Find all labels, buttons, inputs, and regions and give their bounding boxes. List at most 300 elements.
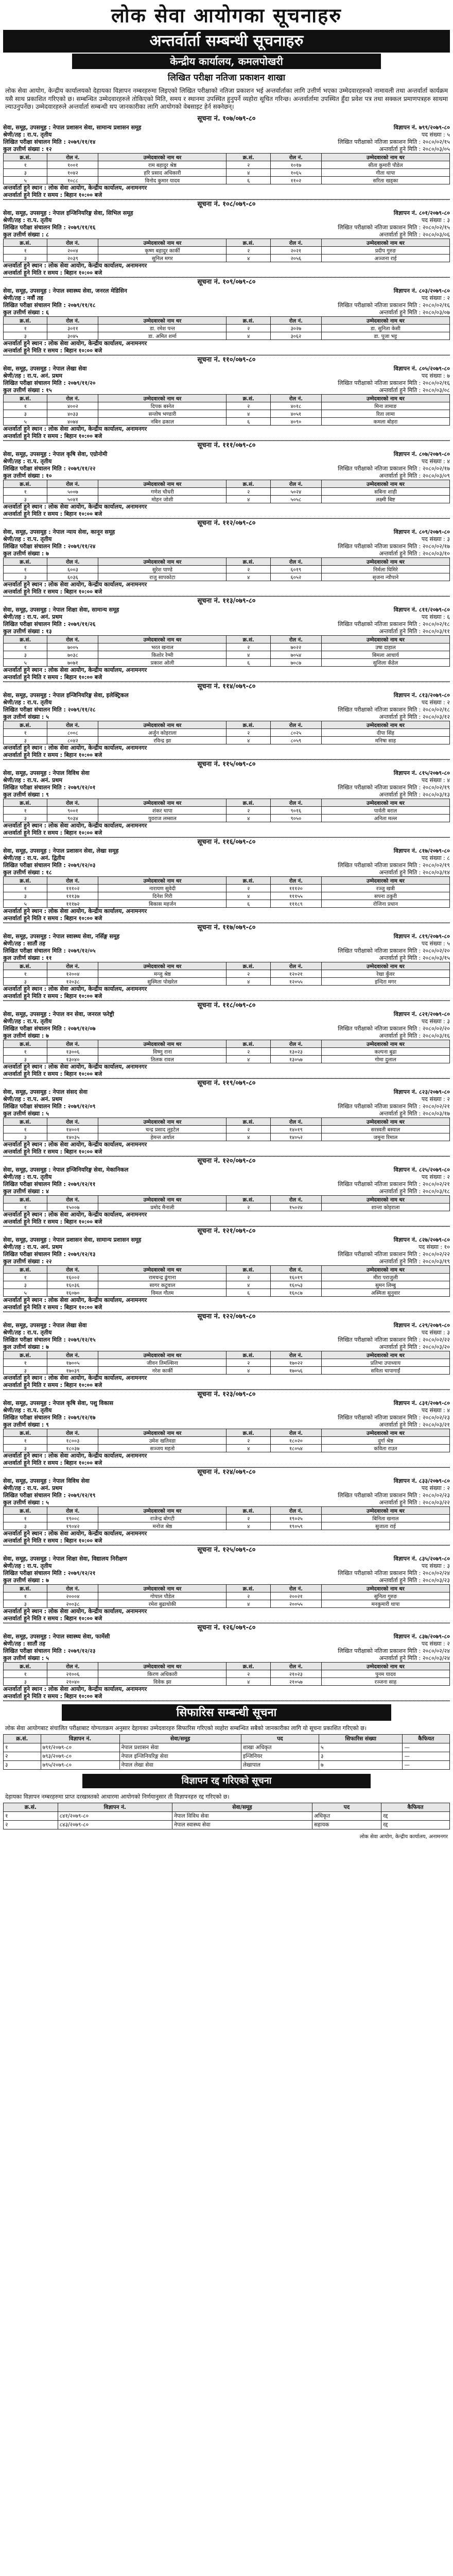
notice-block bbox=[3, 1001, 450, 1079]
table-cell: शंकर थापा bbox=[98, 806, 226, 814]
table-cell: हरि प्रसाद अधिकारी bbox=[98, 168, 226, 176]
pass-table bbox=[3, 876, 450, 908]
pass-table-header: रोल नं. bbox=[47, 1506, 98, 1514]
pass-table-header: रोल नं. bbox=[47, 876, 98, 884]
posts-value: ३ bbox=[447, 535, 450, 543]
info-left bbox=[3, 224, 96, 231]
table-row bbox=[4, 254, 450, 262]
info-row bbox=[3, 139, 450, 146]
pass-table-header: उम्मेदवारको नाम थर bbox=[98, 394, 226, 402]
result_date-label: लिखित परीक्षाको नतिजा प्रकाशन मिति : bbox=[338, 1647, 421, 1654]
interview-place bbox=[3, 822, 147, 829]
idate-value: २०८०/०३/०७ bbox=[422, 309, 450, 316]
pass-table bbox=[3, 1351, 450, 1375]
recommendation-intro: लोक सेवा आयोगबाट संचालित परीक्षाबाट योग्यताक्रम अनुसार देहायका उम्मेदवारहरु सिफारिस गरिएको व्यहोरा सम्बन्धित सबैको जानकारीका लागि यो सूचना प्रकाशित गरिएको छ। bbox=[5, 1724, 367, 1732]
info-left bbox=[3, 1655, 49, 1662]
notice-number-label: सूचना नं. bbox=[197, 1312, 220, 1320]
level-value: रा.प. अनं. प्रथम bbox=[27, 372, 62, 379]
pass-table bbox=[3, 394, 450, 426]
interview_date-label: अन्तर्वार्ता हुने मिति : bbox=[379, 1421, 421, 1428]
table-cell: नेपाल इन्जिनियरिङ्ग सेवा bbox=[119, 1752, 241, 1760]
info-right bbox=[338, 1025, 450, 1032]
ad-number bbox=[394, 209, 450, 217]
table-cell: १४०३५ bbox=[47, 1133, 98, 1141]
table-cell: १११८९ bbox=[270, 900, 321, 907]
result_date-label: लिखित परीक्षाको नतिजा प्रकाशन मिति : bbox=[338, 1025, 421, 1032]
table-cell: २०००४ bbox=[47, 1592, 98, 1600]
ad-line bbox=[3, 1236, 450, 1244]
pass-table-header: क्र.सं. bbox=[226, 239, 270, 246]
interview-place-label: अन्तर्वार्ता हुने स्थान : bbox=[3, 907, 47, 914]
exam_date-label: लिखित परीक्षा संचालन मिति : bbox=[3, 1180, 66, 1188]
ad-number bbox=[394, 1477, 450, 1485]
exam_date-label: लिखित परीक्षा संचालन मिति : bbox=[3, 301, 66, 309]
interview-place-row bbox=[3, 262, 450, 269]
notice-block bbox=[3, 760, 450, 838]
table-row bbox=[4, 892, 450, 900]
info-right bbox=[379, 1499, 450, 1506]
table-cell: सहायक bbox=[312, 1820, 381, 1829]
ad-number bbox=[394, 124, 450, 131]
table-cell: शाखा अधिकृत bbox=[241, 1743, 319, 1752]
table-row bbox=[4, 1133, 450, 1141]
info-right bbox=[338, 465, 450, 472]
service-value: नेपाल स्वास्थ्य सेवा, नर्सिङ्ग समूह bbox=[53, 933, 120, 940]
result-value: २०८०/०२/१६ bbox=[422, 379, 450, 386]
table-cell: ३ bbox=[4, 332, 47, 340]
ad-number bbox=[394, 847, 450, 855]
table-cell: १ bbox=[4, 1811, 58, 1820]
table-cell: सबिना शाही bbox=[321, 487, 449, 495]
pass-table-header: उम्मेदवारको नाम थर bbox=[98, 239, 226, 246]
info-right bbox=[379, 231, 450, 239]
result_date-label: लिखित परीक्षाको नतिजा प्रकाशन मिति : bbox=[338, 1492, 421, 1499]
pass-table-header: उम्मेदवारको नाम थर bbox=[321, 1429, 449, 1436]
info-right bbox=[338, 302, 450, 309]
table-cell: ५ bbox=[4, 658, 47, 666]
interview-schedule: अन्तर्वार्ता हुने मिति र समय : बिहान १०:०० बजे bbox=[3, 588, 450, 596]
total-value: ५ bbox=[46, 1110, 49, 1117]
interview-place-label: अन्तर्वार्ता हुने स्थान : bbox=[3, 262, 47, 269]
result-value: २०८०/०२/२३ bbox=[422, 1414, 450, 1421]
notice-number bbox=[3, 1001, 450, 1010]
level-label: श्रेणी/तह : bbox=[3, 1406, 25, 1414]
table-cell: सन्तोष भण्डारी bbox=[98, 410, 226, 417]
table-cell: नरेश कार्की bbox=[98, 1366, 226, 1374]
table-cell: ३०४५ bbox=[47, 332, 98, 340]
info-right bbox=[422, 1485, 450, 1492]
interview-place-label: अन्तर्वार्ता हुने स्थान : bbox=[3, 1211, 47, 1218]
table-cell: ६ bbox=[226, 417, 270, 425]
interview-place-label: अन्तर्वार्ता हुने स्थान : bbox=[3, 1141, 47, 1148]
info-right bbox=[338, 543, 450, 550]
ad-label: विज्ञापन नं. bbox=[393, 124, 417, 131]
ad-number bbox=[394, 933, 450, 940]
total-value: ४ bbox=[46, 1188, 49, 1195]
table-row bbox=[4, 410, 450, 417]
total-label: कुल उत्तीर्ण संख्या : bbox=[3, 1499, 44, 1506]
ad-label: विज्ञापन नं. bbox=[393, 1321, 417, 1329]
service-group bbox=[3, 847, 118, 855]
table-cell: ५०२४ bbox=[270, 487, 321, 495]
pass-table-header: उम्मेदवारको नाम थर bbox=[321, 1195, 449, 1203]
info-right bbox=[379, 550, 450, 557]
notice-number bbox=[3, 1623, 450, 1633]
notice-number bbox=[3, 1312, 450, 1321]
info-row bbox=[3, 628, 450, 635]
posts-value: ४ bbox=[447, 776, 450, 784]
info-left bbox=[3, 217, 51, 224]
pass-table-header: रोल नं. bbox=[47, 239, 98, 246]
table-cell: १ bbox=[4, 1743, 41, 1752]
pass-table-header: रोल नं. bbox=[270, 1265, 321, 1273]
interview_date-label: अन्तर्वार्ता हुने मिति : bbox=[379, 791, 421, 798]
service-label: सेवा, समूह, उपसमूह : bbox=[3, 691, 51, 699]
level-label: श्रेणी/तह : bbox=[3, 613, 25, 620]
exam-value: २०७९/१२/१७ bbox=[67, 1414, 96, 1421]
table-cell: ६००३ bbox=[47, 565, 98, 573]
pass-table-header: रोल नं. bbox=[270, 153, 321, 161]
table-cell: १ bbox=[4, 1359, 47, 1366]
table-cell: ४ bbox=[226, 977, 270, 985]
pass-table-header: उम्मेदवारको नाम थर bbox=[321, 557, 449, 565]
table-cell: मोहन जोशी bbox=[98, 495, 226, 503]
posts-value: ५ bbox=[447, 131, 450, 138]
info-left bbox=[3, 614, 62, 621]
pass-table-header: रोल नं. bbox=[270, 1662, 321, 1670]
table-cell: ४०९० bbox=[270, 417, 321, 425]
total-label: कुल उत्तीर्ण संख्या : bbox=[3, 1654, 44, 1662]
table-cell: ४०५१ bbox=[270, 410, 321, 417]
pass-table-header: क्र.सं. bbox=[4, 1265, 47, 1273]
info-left bbox=[3, 1492, 96, 1499]
level-label: श्रेणी/तह : bbox=[3, 535, 25, 543]
info-left bbox=[3, 621, 96, 628]
posts-label: पद संख्या : bbox=[421, 294, 445, 301]
table-cell: २ bbox=[4, 1752, 41, 1760]
exam-value: २०७९/११/१४ bbox=[67, 138, 96, 145]
posts-value: २ bbox=[447, 1095, 450, 1103]
pass-table-header: रोल नं. bbox=[270, 1584, 321, 1592]
pass-table-header: रोल नं. bbox=[47, 962, 98, 970]
info-row bbox=[3, 1174, 450, 1181]
interview-place-value: लोक सेवा आयोग, केन्द्रीय कार्यालय, अनामनगर bbox=[48, 1607, 147, 1615]
info-left bbox=[3, 543, 96, 550]
info-row bbox=[3, 224, 450, 231]
interview-place-row bbox=[3, 1297, 450, 1304]
service-value: नेपाल इन्जिनियरिङ्ग सेवा, इलेक्ट्रिकल bbox=[53, 691, 129, 699]
level-value: रा.प. तृतीय bbox=[27, 1406, 52, 1414]
pass-table-header: रोल नं. bbox=[270, 1351, 321, 1359]
table-cell: ८००८ bbox=[47, 728, 98, 736]
interview-place-row bbox=[3, 986, 450, 993]
table-cell: ६ bbox=[226, 1289, 270, 1296]
table-cell: निर्मला घिमिरे bbox=[321, 565, 449, 573]
table-cell: ६ bbox=[226, 176, 270, 184]
level-label: श्रेणी/तह : bbox=[3, 294, 25, 301]
table-cell: ७९१/२०७९-८० bbox=[41, 1743, 119, 1752]
info-left bbox=[3, 1251, 96, 1258]
exam-value: २०७९/१२/१९ bbox=[67, 1492, 96, 1499]
ad-value: ८११/२०७९-८० bbox=[419, 606, 450, 613]
info-left bbox=[3, 295, 43, 302]
notice-block bbox=[3, 200, 450, 278]
pass-table-header: क्र.सं. bbox=[4, 635, 47, 643]
info-left bbox=[3, 1244, 62, 1251]
interview-schedule: अन्तर्वार्ता हुने मिति र समय : बिहान १०:०० बजे bbox=[3, 511, 450, 518]
table-cell: २००४ bbox=[47, 246, 98, 254]
table-header: क्र.सं. bbox=[4, 1734, 41, 1743]
table-cell: १९०४२ bbox=[47, 1522, 98, 1530]
interview-place-value: लोक सेवा आयोग, केन्द्रीय कार्यालय, अनामनगर bbox=[48, 1211, 147, 1218]
interview-place-label: अन्तर्वार्ता हुने स्थान : bbox=[3, 503, 47, 510]
result_date-label: लिखित परीक्षाको नतिजा प्रकाशन मिति : bbox=[338, 379, 421, 386]
service-label: सेवा, समूह, उपसमूह : bbox=[3, 1010, 51, 1018]
service-label: सेवा, समूह, उपसमूह : bbox=[3, 1088, 51, 1095]
service-value: नेपाल प्रशासन सेवा, सामान्य प्रशासन समूह bbox=[53, 124, 142, 131]
service-group bbox=[3, 1555, 127, 1563]
ad-line bbox=[3, 1633, 450, 1640]
info-left bbox=[3, 550, 49, 557]
ad-number bbox=[394, 1321, 450, 1329]
result_date-label: लिखित परीक्षाको नतिजा प्रकाशन मिति : bbox=[338, 1336, 421, 1343]
table-cell: ८०२५ bbox=[270, 728, 321, 736]
table-cell: ४ bbox=[226, 1366, 270, 1374]
table-cell: सञ्जय महतो bbox=[98, 1444, 226, 1452]
cancellation-table bbox=[3, 1803, 450, 1829]
service-value: नेपाल वन सेवा, जनरल फरेष्ट्री bbox=[53, 1010, 114, 1018]
pass-table-header: उम्मेदवारको नाम थर bbox=[321, 1351, 449, 1359]
interview-schedule: अन्तर्वार्ता हुने मिति र समय : बिहान १०:०० बजे bbox=[3, 433, 450, 440]
interview-place-row bbox=[3, 1375, 450, 1382]
result_date-label: लिखित परीक्षाको नतिजा प्रकाशन मिति : bbox=[338, 1103, 421, 1110]
info-row bbox=[3, 1103, 450, 1110]
table-cell: ३ bbox=[4, 1366, 47, 1374]
ad-label: विज्ञापन नं. bbox=[393, 1633, 417, 1640]
exam_date-label: लिखित परीक्षा संचालन मिति : bbox=[3, 138, 66, 145]
table-cell: १ bbox=[4, 806, 47, 814]
info-row bbox=[3, 1025, 450, 1032]
table-cell: कमला बोहरा bbox=[321, 417, 449, 425]
idate-value: २०८०/०३/१४ bbox=[422, 869, 450, 876]
posts-value: ४ bbox=[447, 1406, 450, 1414]
table-cell: विमल गौतम bbox=[98, 1289, 226, 1296]
idate-value: २०८०/०३/१३ bbox=[422, 791, 450, 798]
exam-value: २०७९/१२/२३ bbox=[67, 1647, 96, 1654]
notice-number bbox=[3, 760, 450, 769]
result-value: २०८०/०२/२३ bbox=[422, 1492, 450, 1499]
info-row bbox=[3, 302, 450, 309]
ad-number bbox=[394, 769, 450, 777]
ad-line bbox=[3, 1321, 450, 1329]
posts-label: पद संख्या : bbox=[421, 457, 445, 465]
table-row bbox=[4, 1752, 450, 1760]
interview-place-row bbox=[3, 667, 450, 674]
pass-table bbox=[3, 1040, 450, 1063]
interview-schedule: अन्तर्वार्ता हुने मिति र समय : बिहान १०:०० बजे bbox=[3, 1148, 450, 1156]
table-row bbox=[4, 1289, 450, 1296]
table-row bbox=[4, 884, 450, 892]
table-cell: १११०२ bbox=[47, 884, 98, 892]
table-cell: नेपाल लेखा सेवा bbox=[119, 1760, 241, 1769]
ad-label: विज्ञापन नं. bbox=[393, 209, 417, 216]
level-value: रा.प. तृतीय bbox=[27, 1562, 52, 1569]
pass-table-header: रोल नं. bbox=[47, 480, 98, 487]
table-cell: सुमन लिम्बु bbox=[321, 1281, 449, 1289]
info-row bbox=[3, 295, 450, 302]
pass-table-header: रोल नं. bbox=[47, 799, 98, 806]
notice-number-value: ११८/०७९-८० bbox=[222, 1001, 256, 1009]
service-value: नेपाल विविध सेवा bbox=[53, 769, 90, 776]
table-cell: कल्पना बुढा bbox=[321, 1047, 449, 1055]
table-cell: ४ bbox=[226, 1281, 270, 1289]
info-right bbox=[338, 224, 450, 231]
notice-number bbox=[3, 1546, 450, 1555]
level-value: रा.प. अनं. प्रथम bbox=[27, 1484, 62, 1492]
info-left bbox=[3, 1640, 45, 1648]
notice-block bbox=[3, 597, 450, 682]
pass-table bbox=[3, 1429, 450, 1452]
table-cell: १ bbox=[4, 970, 47, 977]
interview-place-value: लोक सेवा आयोग, केन्द्रीय कार्यालय, अनामनगर bbox=[48, 666, 147, 673]
table-header: कैफियत bbox=[381, 1803, 449, 1811]
info-row bbox=[3, 217, 450, 224]
notice-block bbox=[3, 1227, 450, 1312]
ad-number bbox=[394, 606, 450, 614]
table-cell: ९००१ bbox=[47, 806, 98, 814]
interview-place-row bbox=[3, 1530, 450, 1537]
table-row bbox=[4, 728, 450, 736]
level-label: श्रेणी/तह : bbox=[3, 940, 25, 947]
table-cell: ५ bbox=[4, 417, 47, 425]
info-left bbox=[3, 1336, 96, 1344]
table-cell: ६ bbox=[226, 900, 270, 907]
table-cell: २००३८ bbox=[47, 1600, 98, 1607]
total-value: ७ bbox=[46, 1343, 49, 1350]
table-row bbox=[4, 1820, 450, 1829]
table-cell: सुजाता राई bbox=[321, 1522, 449, 1530]
table-cell: प्रतिभा उपाध्याय bbox=[321, 1359, 449, 1366]
table-cell: २ bbox=[226, 1273, 270, 1281]
table-row bbox=[4, 402, 450, 410]
ad-number bbox=[394, 450, 450, 458]
table-cell: सुरेश पाण्डे bbox=[98, 565, 226, 573]
notice-block bbox=[3, 923, 450, 1001]
table-cell: विवेक झा bbox=[98, 1677, 226, 1685]
result-value: २०८०/०२/१८ bbox=[422, 706, 450, 713]
table-row bbox=[4, 161, 450, 168]
table-cell: ३ bbox=[4, 1677, 47, 1685]
info-right bbox=[338, 947, 450, 955]
pass-table-header: क्र.सं. bbox=[4, 1117, 47, 1125]
pass-table-header: क्र.सं. bbox=[226, 1117, 270, 1125]
info-row bbox=[3, 1096, 450, 1103]
ad-line bbox=[3, 1166, 450, 1174]
table-row bbox=[4, 1366, 450, 1374]
interview_date-label: अन्तर्वार्ता हुने मिति : bbox=[379, 1032, 421, 1039]
table-cell: १४००१ bbox=[47, 1125, 98, 1133]
pass-table-header: उम्मेदवारको नाम थर bbox=[98, 962, 226, 970]
pass-table-header: उम्मेदवारको नाम थर bbox=[98, 557, 226, 565]
total-value: ७ bbox=[46, 550, 49, 557]
interview-place-label: अन्तर्वार्ता हुने स्थान : bbox=[3, 985, 47, 992]
level-value: रा.प. अनं. द्वितीय bbox=[27, 854, 65, 861]
info-right bbox=[338, 1570, 450, 1577]
table-cell: ३ bbox=[4, 254, 47, 262]
table-cell: १ bbox=[4, 643, 47, 651]
table-cell: ४ bbox=[226, 1522, 270, 1530]
info-right bbox=[422, 1174, 450, 1181]
table-cell: ३ bbox=[4, 736, 47, 744]
pass-table-header: रोल नं. bbox=[47, 1265, 98, 1273]
pass-table-header: उम्मेदवारको नाम थर bbox=[98, 153, 226, 161]
posts-value: २ bbox=[447, 1640, 450, 1647]
notice-number-value: १०७/०७९-८० bbox=[222, 114, 256, 123]
interview-place-row bbox=[3, 1608, 450, 1615]
table-row bbox=[4, 1203, 450, 1211]
interview-place-row bbox=[3, 581, 450, 588]
notice-number-label: सूचना नं. bbox=[197, 838, 220, 846]
info-row bbox=[3, 536, 450, 543]
total-label: कुल उत्तीर्ण संख्या : bbox=[3, 1258, 44, 1265]
table-header: क्र.सं. bbox=[4, 1803, 58, 1811]
notice-block bbox=[3, 441, 450, 519]
table-header: विज्ञापन नं. bbox=[58, 1803, 172, 1811]
info-left bbox=[3, 536, 51, 543]
ad-line bbox=[3, 1399, 450, 1407]
service-value: नेपाल शिक्षा सेवा, विद्यालय निरीक्षण bbox=[53, 1555, 127, 1562]
info-left bbox=[3, 628, 52, 635]
exam_date-label: लिखित परीक्षा संचालन मिति : bbox=[3, 1250, 66, 1258]
table-row bbox=[4, 324, 450, 332]
notice-number-label: सूचना नं. bbox=[197, 114, 220, 123]
ad-line bbox=[3, 365, 450, 372]
table-cell: ३ bbox=[4, 892, 47, 900]
level-label: श्रेणी/तह : bbox=[3, 699, 25, 706]
table-cell: अनिता मल्ल bbox=[321, 814, 449, 822]
posts-label: पद संख्या : bbox=[421, 613, 445, 620]
result-value: २०८०/०२/२४ bbox=[422, 1647, 450, 1654]
pass-table bbox=[3, 1117, 450, 1141]
interview_date-label: अन्तर्वार्ता हुने मिति : bbox=[379, 713, 421, 720]
info-row bbox=[3, 1032, 450, 1040]
service-group bbox=[3, 124, 141, 131]
interview_date-label: अन्तर्वार्ता हुने मिति : bbox=[379, 386, 421, 394]
interview-place-row bbox=[3, 340, 450, 347]
notice-number-value: १२६/०७९-८० bbox=[222, 1623, 256, 1632]
info-left bbox=[3, 1032, 49, 1040]
interview-place-label: अन्तर्वार्ता हुने स्थान : bbox=[3, 581, 47, 588]
level-label: श्रेणी/तह : bbox=[3, 1484, 25, 1492]
table-cell: कविता राउत bbox=[321, 1444, 449, 1452]
table-row bbox=[4, 1670, 450, 1677]
table-cell: १३०५७ bbox=[270, 1055, 321, 1063]
pass-table-header: उम्मेदवारको नाम थर bbox=[98, 635, 226, 643]
total-label: कुल उत्तीर्ण संख्या : bbox=[3, 550, 44, 557]
table-cell: उमेश खतिवडा bbox=[98, 1436, 226, 1444]
info-row bbox=[3, 543, 450, 550]
notice-number bbox=[3, 838, 450, 847]
table-cell: ४ bbox=[226, 1600, 270, 1607]
posts-value: ३ bbox=[447, 1329, 450, 1336]
interview-place-value: लोक सेवा आयोग, केन्द्रीय कार्यालय, अनामनगर bbox=[48, 425, 147, 432]
service-group bbox=[3, 1399, 113, 1407]
ad-number bbox=[394, 1088, 450, 1096]
table-cell: अञ्जना राई bbox=[321, 254, 449, 262]
total-label: कुल उत्तीर्ण संख्या : bbox=[3, 1110, 44, 1117]
interview-place bbox=[3, 581, 147, 588]
info-left bbox=[3, 1499, 49, 1506]
